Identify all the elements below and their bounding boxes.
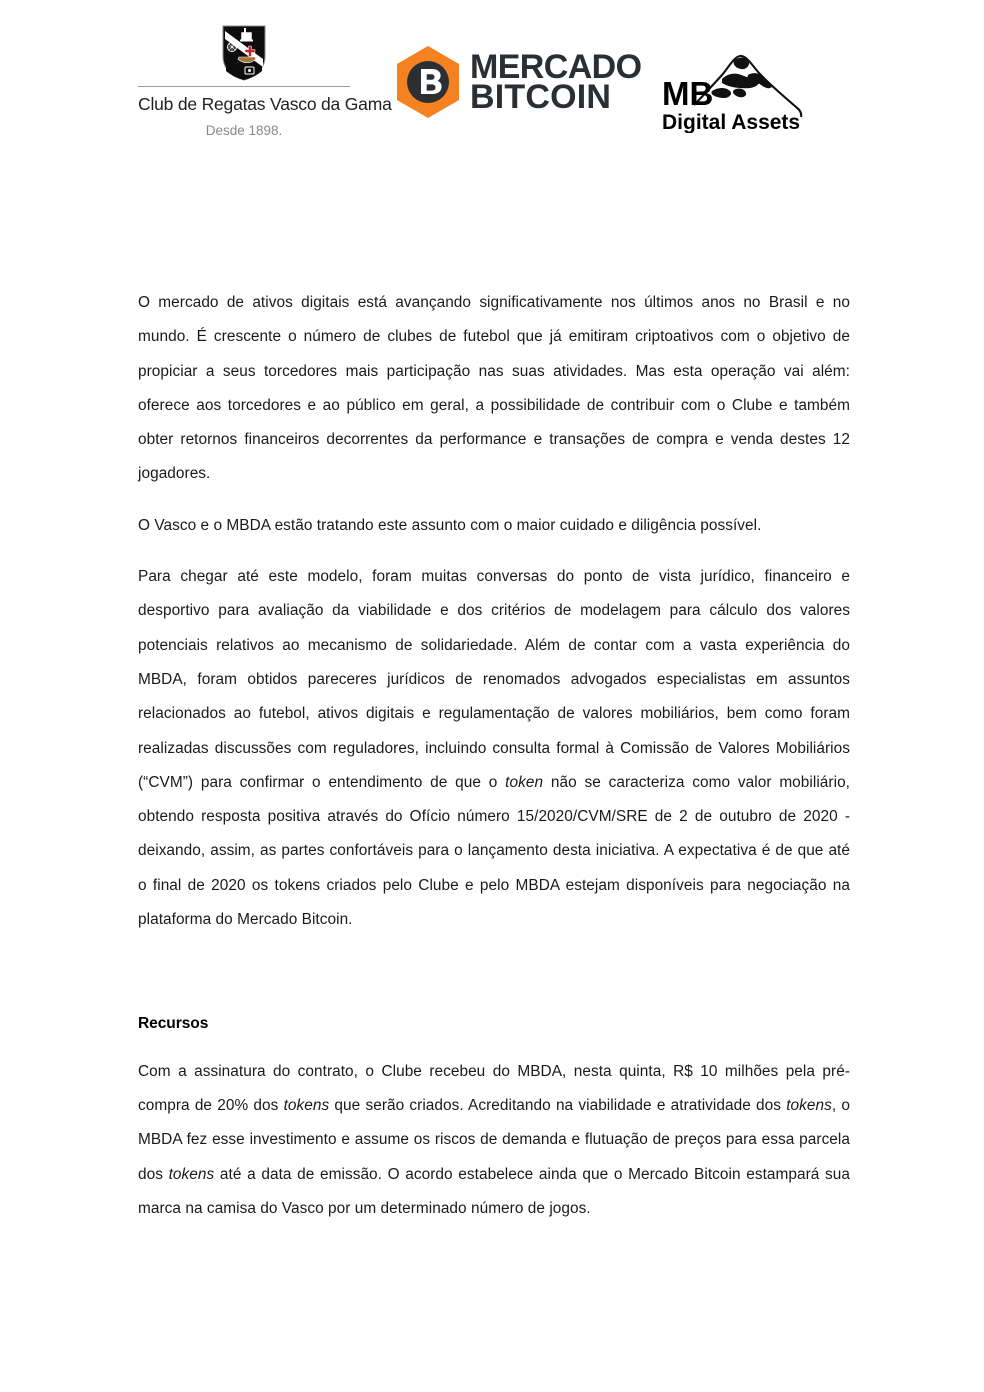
paragraph: Para chegar até este modelo, foram muitas conversas do ponto de vista jurídico, financeiro e desportivo para avaliação da viabilidade e dos critérios de modelagem para cálculo dos valores potenciais relativos ao mecanismo de solidariedade. Além de contar com a vasta experiência do MBDA, foram obtidos pareceres jurídicos de renomados advogados especialistas em assuntos relacionados ao futebol, ativos digitais e regulamentação de valores mobiliários, bem como foram realizadas discussões com reguladores, incluindo consulta formal à Comissão de Valores Mobiliários (“CVM”) para confirmar o entendimento de que o token não se caracteriza como valor mobiliário, obtendo resposta positiva através do Ofício número 15/2020/CVM/SRE de 2 de outubro de 2020 - deixando, assim, as partes confortáveis para o lançamento desta iniciativa. A expectativa é de que até o final de 2020 os tokens criados pelo Clube e pelo MBDA estejam disponíveis para negociação na plataforma do Mercado Bitcoin. bbox=[138, 568, 851, 929]
italic-term: tokens bbox=[168, 1165, 215, 1183]
mb-mountain-icon bbox=[660, 45, 810, 133]
vasco-crest-icon bbox=[221, 24, 267, 82]
document-body bbox=[138, 286, 850, 1226]
mercado-bitcoin-hex-b-icon bbox=[395, 45, 461, 119]
mercado-bitcoin-logo-lockup bbox=[395, 45, 641, 119]
paragraph: O Vasco e o MBDA estão tratando este assunto com o maior cuidado e diligência possível. bbox=[138, 516, 762, 534]
italic-term: token bbox=[505, 773, 544, 791]
paragraph: Com a assinatura do contrato, o Clube recebeu do MBDA, nesta quinta, R$ 10 milhões pela pré-compra de 20% dos tokens que serão criados. Acreditando na viabilidade e atratividade dos tokens, o MBDA fez esse investimento e assume os riscos de demanda e flutuação de preços para essa parcela dos tokens até a data de emissão. O acordo estabelece ainda que o Mercado Bitcoin estampará sua marca na camisa do Vasco por um determinado número de jogos. bbox=[138, 1062, 850, 1217]
header-logo-band bbox=[0, 0, 984, 170]
paragraph: O mercado de ativos digitais está avançando significativamente nos últimos anos no Brasil e no mundo. É crescente o número de clubes de futebol que já emitiram criptoativos com o objetivo de propiciar a seus torcedores mais participação nas suas atividades. Mas esta operação vai além: oferece aos torcedores e ao público em geral, a possibilidade de contribuir com o Clube e também obter retornos financeiros decorrentes da performance e transações de compra e venda destes 12 jogadores. bbox=[138, 294, 850, 483]
section-spacer bbox=[138, 954, 850, 1007]
heading-spacer bbox=[138, 1042, 850, 1055]
section-heading-recursos: Recursos bbox=[138, 1015, 209, 1033]
vasco-tagline: Desde 1898. bbox=[205, 123, 283, 138]
mb-digital-assets-wordmark-line1: MB bbox=[662, 75, 714, 112]
vasco-club-name: Club de Regatas Vasco da Gama bbox=[138, 94, 392, 114]
italic-term: tokens bbox=[283, 1096, 330, 1114]
mb-digital-assets-wordmark-line2: Digital Assets bbox=[662, 111, 801, 133]
mercado-bitcoin-wordmark bbox=[470, 47, 642, 116]
vasco-divider-rule bbox=[138, 86, 350, 87]
mercado-bitcoin-wordmark-line2: BITCOIN bbox=[470, 78, 612, 116]
mercado-bitcoin-wordmark-line1: MERCADO bbox=[470, 47, 642, 86]
mb-digital-assets-logo-lockup bbox=[660, 45, 810, 133]
italic-term: tokens bbox=[786, 1096, 832, 1114]
vasco-logo-lockup bbox=[138, 24, 392, 138]
